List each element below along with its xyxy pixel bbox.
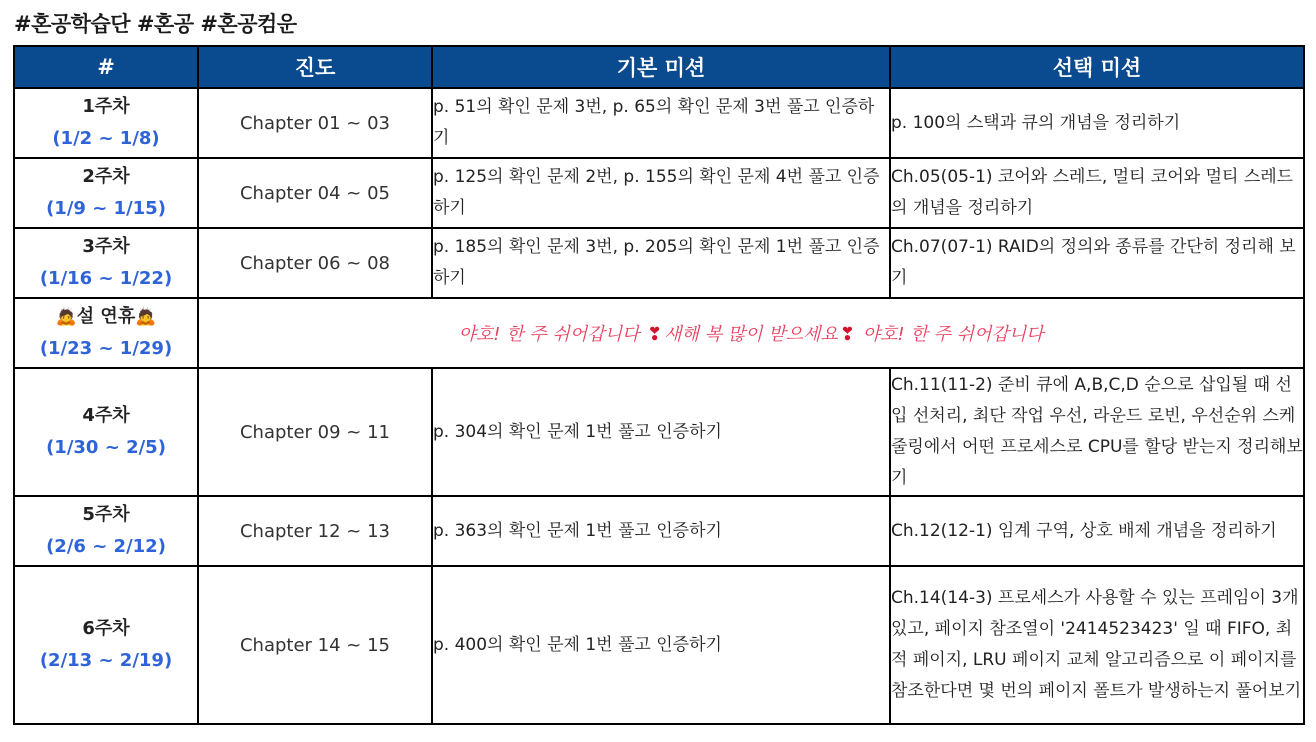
week-cell [14,228,198,298]
week-date-range: (1/2 ~ 1/8) [52,128,160,149]
week-label: 4주차 [82,405,130,426]
holiday-date-range: (1/23 ~ 1/29) [39,338,173,359]
table-row [14,496,1304,566]
select-mission-cell: Ch.14(14-3) 프로세스가 사용할 수 있는 프레임이 3개 있고, 페이지 참조열이 '2414523423' 일 때 FIFO, 최적 페이지, LRU 페이지 교체 알고리즘으로 이 페이지를 참조한다면 몇 번의 페이지 폴트가 발생하는지 풀어보기 [890,566,1304,724]
holiday-label: 설 연휴 [76,306,136,327]
holiday-greeting: 새해 복 많이 받으세요 [664,324,838,345]
heart-exclamation-icon: ❣ [647,324,663,345]
col-header-select-mission: 선택 미션 [890,46,1304,88]
week-date-range: (1/9 ~ 1/15) [46,198,166,219]
week-label: 2주차 [82,166,130,187]
header-row [14,46,1304,88]
holiday-message-1: 야호! 한 주 쉬어갑니다 [458,324,646,345]
table-row [14,158,1304,228]
week-cell [14,158,198,228]
week-date-range: (1/30 ~ 2/5) [46,437,166,458]
hashtag-title: #혼공학습단 #혼공 #혼공컴운 [14,12,297,36]
week-date-range: (1/16 ~ 1/22) [39,268,173,289]
basic-mission-cell: p. 185의 확인 문제 3번, p. 205의 확인 문제 1번 풀고 인증하기 [432,228,890,298]
heart-exclamation-icon: ❣ [839,324,855,345]
week-label: 6주차 [82,618,130,639]
table-row [14,228,1304,298]
table-row [14,88,1304,158]
holiday-label-line [15,301,197,333]
basic-mission-cell: p. 125의 확인 문제 2번, p. 155의 확인 문제 4번 풀고 인증하기 [432,158,890,228]
col-header-basic-mission: 기본 미션 [432,46,890,88]
select-mission-cell: Ch.11(11-2) 준비 큐에 A,B,C,D 순으로 삽입될 때 선입 선처리, 최단 작업 우선, 라운드 로빈, 우선순위 스케줄링에서 어떤 프로세스로 CPU를 할당 받는지 정리해보기 [890,368,1304,496]
holiday-week-cell [14,298,198,368]
week-label: 3주차 [82,236,130,257]
holiday-row [14,298,1304,368]
chapter-cell: Chapter 01 ~ 03 [198,88,432,158]
basic-mission-cell: p. 51의 확인 문제 3번, p. 65의 확인 문제 3번 풀고 인증하기 [432,88,890,158]
select-mission-cell: Ch.05(05-1) 코어와 스레드, 멀티 코어와 멀티 스레드의 개념을 정리하기 [890,158,1304,228]
week-date-range: (2/6 ~ 2/12) [46,536,166,557]
week-cell [14,566,198,724]
basic-mission-cell: p. 400의 확인 문제 1번 풀고 인증하기 [432,566,890,724]
chapter-cell: Chapter 12 ~ 13 [198,496,432,566]
week-cell [14,88,198,158]
bowing-person-icon: 🙇 [135,307,157,327]
table-row [14,566,1304,724]
select-mission-cell: p. 100의 스택과 큐의 개념을 정리하기 [890,88,1304,158]
week-cell [14,368,198,496]
col-header-progress: 진도 [198,46,432,88]
col-header-number: # [14,46,198,88]
holiday-message-2: 야호! 한 주 쉬어갑니다 [856,324,1044,345]
week-cell [14,496,198,566]
chapter-cell: Chapter 09 ~ 11 [198,368,432,496]
week-label: 5주차 [82,504,130,525]
chapter-cell: Chapter 06 ~ 08 [198,228,432,298]
chapter-cell: Chapter 04 ~ 05 [198,158,432,228]
select-mission-cell: Ch.07(07-1) RAID의 정의와 종류를 간단히 정리해 보기 [890,228,1304,298]
week-label: 1주차 [82,96,130,117]
select-mission-cell: Ch.12(12-1) 임계 구역, 상호 배제 개념을 정리하기 [890,496,1304,566]
chapter-cell: Chapter 14 ~ 15 [198,566,432,724]
bowing-person-icon: 🙇 [55,307,77,327]
table-row [14,368,1304,496]
week-date-range: (2/13 ~ 2/19) [39,650,173,671]
holiday-message-cell [198,298,1304,368]
study-plan-table [13,45,1305,725]
basic-mission-cell: p. 304의 확인 문제 1번 풀고 인증하기 [432,368,890,496]
basic-mission-cell: p. 363의 확인 문제 1번 풀고 인증하기 [432,496,890,566]
